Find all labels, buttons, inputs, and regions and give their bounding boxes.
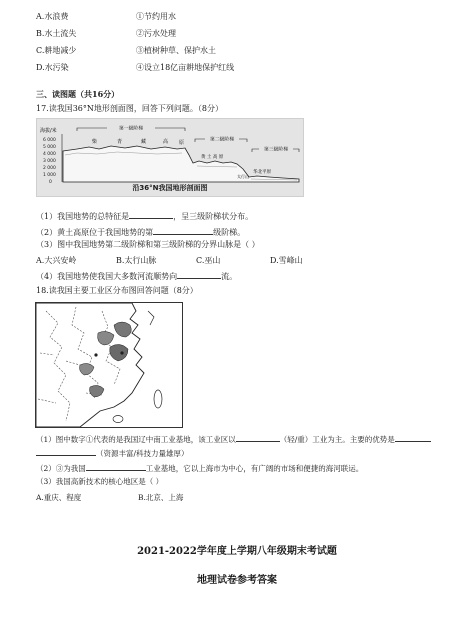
choice-a[interactable]: A.大兴安岭 bbox=[36, 256, 77, 265]
y-tick: 6 000 bbox=[43, 138, 56, 143]
answer-blank[interactable] bbox=[177, 270, 221, 279]
city-dot bbox=[120, 351, 123, 354]
place-label: 黄 土 高 原 bbox=[201, 155, 224, 160]
question-18-2: （2）③为我国 工业基地，它以上海市为中心，有广阔的市场和便捷的海河联运。 bbox=[36, 464, 364, 473]
step-label-2: 第二级阶梯 bbox=[210, 137, 234, 143]
figure-caption: 沿36°N我国地形剖面图 bbox=[132, 184, 208, 192]
question-17-prompt: 17.读我国36°N地形剖面图，回答下列问题。（8分） bbox=[36, 104, 223, 113]
choice-a[interactable]: A.重庆、程度 bbox=[36, 493, 82, 502]
answer-blank[interactable] bbox=[36, 447, 96, 456]
place-label: 青 bbox=[117, 139, 123, 145]
step-label-1: 第一级阶梯 bbox=[119, 126, 143, 132]
y-axis-unit: 海拔/米 bbox=[40, 128, 57, 134]
option-right-3: ③植树种草、保护水土 bbox=[136, 46, 216, 55]
map-svg bbox=[36, 303, 182, 427]
answer-blank[interactable] bbox=[129, 210, 173, 219]
place-label: 华北平原 bbox=[253, 170, 271, 175]
exam-title: 2021-2022学年度上学期八年级期末考试题 bbox=[137, 546, 337, 557]
island bbox=[154, 390, 162, 408]
answer-key-title: 地理试卷参考答案 bbox=[197, 575, 277, 586]
question-18-3: （3）我国高新技术的核心地区是（ ） bbox=[36, 477, 164, 486]
option-left-a: A.水浪费 bbox=[36, 12, 69, 21]
question-18-1: （1）图中数字①代表的是我国辽中南工业基地，该工业区以 （轻/重）工业为主。主要的优势是 bbox=[36, 433, 431, 445]
option-right-4: ④设立18亿亩耕地保护红线 bbox=[136, 63, 235, 72]
y-tick: 0 bbox=[49, 180, 52, 185]
choice-c[interactable]: C.巫山 bbox=[196, 256, 221, 265]
choice-b[interactable]: B.北京、上海 bbox=[138, 493, 184, 502]
terrain-profile-figure bbox=[36, 118, 304, 197]
answer-blank[interactable] bbox=[153, 226, 213, 235]
y-tick: 5 000 bbox=[43, 145, 56, 150]
question-18-prompt: 18.读我国主要工业区分布图回答问题（8分） bbox=[36, 286, 198, 295]
y-tick: 2 000 bbox=[43, 166, 56, 171]
option-left-c: C.耕地减少 bbox=[36, 46, 77, 55]
place-label: 原 bbox=[179, 140, 185, 146]
question-17-2: （2）黄土高原位于我国地势的第 级阶梯。 bbox=[36, 228, 246, 237]
city-dot bbox=[94, 353, 97, 356]
y-tick: 1 000 bbox=[43, 173, 56, 178]
choice-b[interactable]: B.太行山脉 bbox=[116, 256, 157, 265]
industrial-region-map bbox=[35, 302, 183, 428]
place-label: 柴 bbox=[92, 139, 98, 145]
question-17-1: （1）我国地势的总特征是 ，呈三级阶梯状分布。 bbox=[36, 212, 254, 221]
option-left-d: D.水污染 bbox=[36, 63, 69, 72]
y-tick: 4 000 bbox=[43, 152, 56, 157]
coast-fragment bbox=[148, 311, 154, 325]
answer-blank[interactable] bbox=[86, 462, 146, 471]
place-label: 高 bbox=[163, 139, 169, 145]
option-right-2: ②污水处理 bbox=[136, 29, 176, 38]
question-17-3: （3）图中我国地势第二级阶梯和第三级阶梯的分界山脉是（ ） bbox=[36, 240, 260, 249]
place-label: 藏 bbox=[141, 139, 147, 145]
option-left-b: B.水土流失 bbox=[36, 29, 77, 38]
question-18-1-cont: （资源丰富/科技力量雄厚） bbox=[36, 447, 189, 459]
section-heading: 三、读图题（共16分） bbox=[36, 89, 120, 99]
choice-d[interactable]: D.雪峰山 bbox=[270, 256, 303, 265]
question-17-4: （4）我国地势使我国大多数河流顺势向 流。 bbox=[36, 272, 238, 281]
island bbox=[113, 416, 123, 423]
step-label-3: 第三级阶梯 bbox=[264, 147, 288, 153]
answer-blank[interactable] bbox=[236, 433, 280, 442]
y-tick: 3 000 bbox=[43, 159, 56, 164]
option-right-1: ①节约用水 bbox=[136, 12, 176, 21]
answer-blank[interactable] bbox=[395, 433, 431, 442]
place-label: 太行山 bbox=[237, 174, 249, 179]
